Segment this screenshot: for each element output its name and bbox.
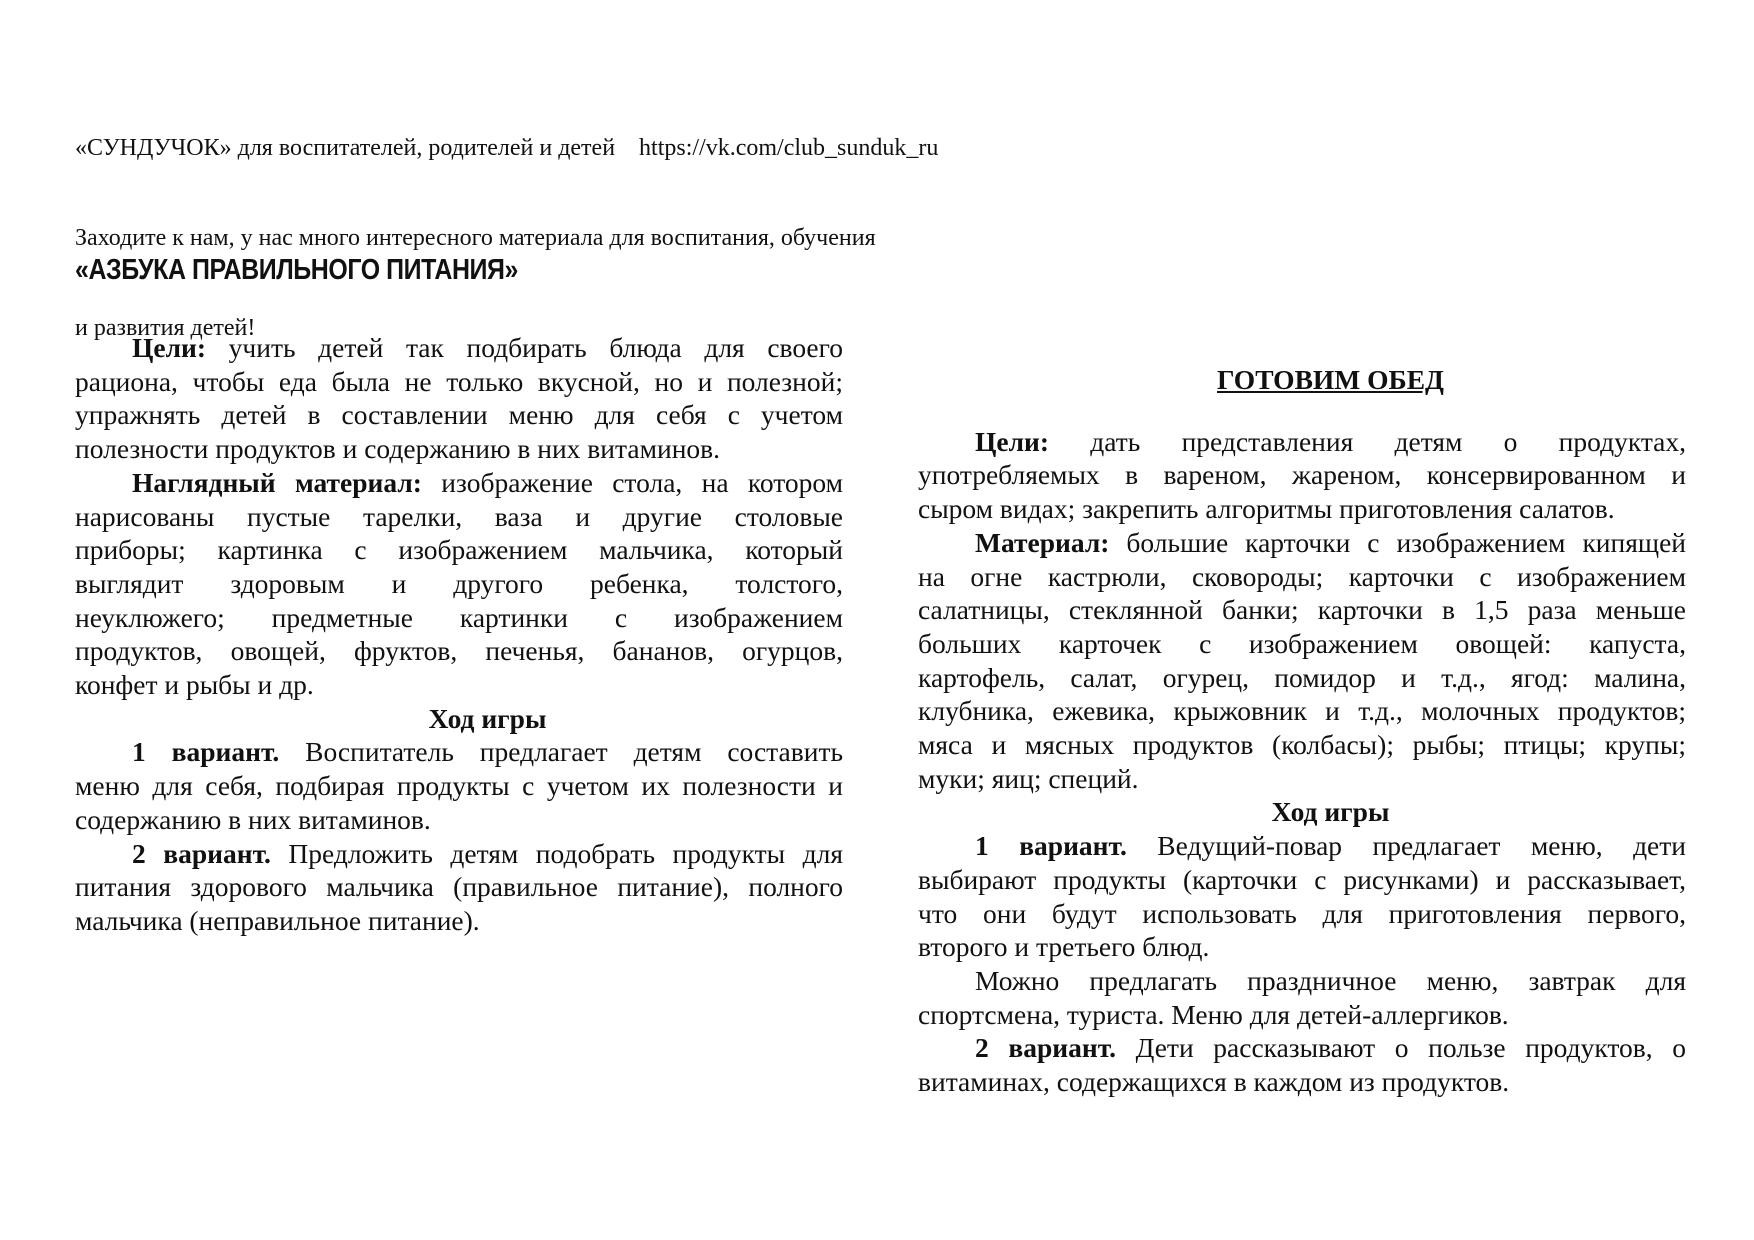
paragraph-lead: Наглядный материал: bbox=[132, 466, 422, 498]
section-title: ГОТОВИМ ОБЕД bbox=[1217, 364, 1444, 395]
line-text: рациона, чтобы еда была не только вкусной, но и полезной; bbox=[75, 365, 843, 397]
paragraph bbox=[918, 1031, 1686, 1098]
line-text: меню для себя, подбирая продукты с учетом их полезности и bbox=[75, 770, 843, 802]
header-line-2: Заходите к нам, у нас много интересного материала для воспитания, обучения bbox=[75, 225, 876, 251]
right-column bbox=[918, 363, 1686, 1099]
text-line bbox=[75, 803, 843, 837]
document-title: «АЗБУКА ПРАВИЛЬНОГО ПИТАНИЯ» bbox=[75, 254, 518, 286]
paragraph bbox=[75, 837, 843, 938]
left-column bbox=[75, 331, 843, 938]
text-line bbox=[75, 365, 843, 399]
line-text: изображение стола, на котором bbox=[421, 466, 844, 498]
paragraph-lead: 1 вариант. bbox=[132, 736, 280, 768]
text-line bbox=[75, 500, 843, 534]
line-text: употребляемых в вареном, жареном, консервированном и bbox=[918, 459, 1686, 491]
line-text: Ведущий-повар предлагает меню, дети bbox=[1126, 830, 1687, 862]
line-text: выбирают продукты (карточки с рисунками) и рассказывает, bbox=[918, 863, 1686, 895]
line-text: нарисованы пустые тарелки, ваза и другие столовые bbox=[75, 500, 843, 532]
text-line bbox=[918, 458, 1686, 492]
line-text: неуклюжего; предметные картинки с изображением bbox=[75, 601, 843, 633]
text-line bbox=[918, 998, 1686, 1032]
paragraph bbox=[918, 964, 1686, 1031]
line-text: сыром видах; закрепить алгоритмы приготовления салатов. bbox=[918, 493, 1615, 525]
line-text: Воспитатель предлагает детям составить bbox=[279, 736, 844, 768]
paragraph bbox=[75, 331, 843, 466]
header-line-1: «СУНДУЧОК» для воспитателей, родителей и детей https://vk.com/club_sunduk_ru bbox=[75, 135, 939, 161]
text-line bbox=[75, 533, 843, 567]
text-line bbox=[918, 863, 1686, 897]
line-text: муки; яиц; специй. bbox=[918, 762, 1139, 794]
text-line bbox=[75, 432, 843, 466]
text-line bbox=[75, 668, 843, 702]
text-line bbox=[75, 567, 843, 601]
text-line bbox=[75, 837, 843, 871]
text-line bbox=[918, 964, 1686, 998]
text-line bbox=[918, 897, 1686, 931]
line-text: Предложить детям подобрать продукты для bbox=[270, 837, 843, 869]
text-line bbox=[918, 593, 1686, 627]
line-text: Дети рассказывают о пользе продуктов, о bbox=[1116, 1032, 1686, 1064]
line-text: дать представления детям о продуктах, bbox=[1049, 425, 1686, 457]
section-heading: Ход игры bbox=[1271, 796, 1390, 828]
line-text: питания здорового мальчика (правильное питание), полного bbox=[75, 871, 843, 903]
paragraph-lead: 1 вариант. bbox=[975, 830, 1127, 862]
paragraph-lead: 2 вариант. bbox=[975, 1032, 1117, 1064]
text-line bbox=[918, 1065, 1686, 1099]
text-line bbox=[918, 627, 1686, 661]
text-line bbox=[918, 728, 1686, 762]
line-text: продуктов, овощей, фруктов, печенья, бананов, огурцов, bbox=[75, 635, 843, 667]
line-text: большие карточки с изображением кипящей bbox=[1109, 526, 1686, 558]
text-line bbox=[918, 694, 1686, 728]
line-text: конфет и рыбы и др. bbox=[75, 669, 314, 701]
text-line bbox=[918, 526, 1686, 560]
text-line bbox=[918, 560, 1686, 594]
text-line bbox=[918, 425, 1686, 459]
line-text: упражнять детей в составлении меню для себя с учетом bbox=[75, 399, 843, 431]
page-header bbox=[75, 73, 938, 373]
line-text: выглядит здоровым и другого ребенка, толстого, bbox=[75, 567, 843, 599]
text-line bbox=[75, 735, 843, 769]
line-text: картофель, салат, огурец, помидор и т.д., ягод: малина, bbox=[918, 661, 1686, 693]
paragraph bbox=[918, 425, 1686, 526]
header-line-3: и развития детей! bbox=[75, 315, 256, 341]
line-text: содержанию в них витаминов. bbox=[75, 803, 431, 835]
line-text: приборы; картинка с изображением мальчика, который bbox=[75, 534, 843, 566]
text-line bbox=[75, 331, 843, 365]
line-text: спортсмена, туриста. Меню для детей-аллергиков. bbox=[918, 998, 1509, 1030]
paragraph-lead: 2 вариант. bbox=[132, 837, 271, 869]
text-line bbox=[918, 492, 1686, 526]
line-text: салатницы, стеклянной банки; карточки в 1,5 раза меньше bbox=[918, 594, 1686, 626]
text-line bbox=[75, 904, 843, 938]
line-text: что они будут использовать для приготовления первого, bbox=[918, 897, 1686, 929]
paragraph bbox=[918, 526, 1686, 796]
text-line bbox=[918, 930, 1686, 964]
text-line bbox=[75, 466, 843, 500]
line-text: витаминах, содержащихся в каждом из продуктов. bbox=[918, 1066, 1510, 1098]
section-heading: Ход игры bbox=[428, 702, 547, 734]
paragraph-lead: Материал: bbox=[975, 526, 1110, 558]
text-line bbox=[918, 1031, 1686, 1065]
line-text: полезности продуктов и содержанию в них витаминов. bbox=[75, 433, 721, 465]
text-line bbox=[75, 634, 843, 668]
text-line bbox=[918, 661, 1686, 695]
line-text: клубника, ежевика, крыжовник и т.д., молочных продуктов; bbox=[918, 695, 1686, 727]
line-text: на огне кастрюли, сковороды; карточки с изображением bbox=[918, 560, 1686, 592]
line-text: второго и третьего блюд. bbox=[918, 931, 1210, 963]
line-text: учить детей так подбирать блюда для своего bbox=[206, 332, 843, 363]
paragraph-lead: Цели: bbox=[975, 425, 1050, 457]
paragraph bbox=[75, 735, 843, 836]
line-text: Можно предлагать праздничное меню, завтрак для bbox=[975, 964, 1686, 996]
paragraph-lead: Цели: bbox=[132, 332, 207, 363]
text-line bbox=[918, 762, 1686, 796]
text-line bbox=[75, 769, 843, 803]
line-text: больших карточек с изображением овощей: капуста, bbox=[918, 627, 1686, 659]
line-text: мяса и мясных продуктов (колбасы); рыбы; птицы; крупы; bbox=[918, 729, 1686, 761]
text-line bbox=[918, 829, 1686, 863]
line-text: мальчика (неправильное питание). bbox=[75, 904, 480, 936]
text-line bbox=[75, 398, 843, 432]
paragraph bbox=[918, 829, 1686, 964]
text-line bbox=[75, 601, 843, 635]
paragraph bbox=[75, 466, 843, 702]
text-line bbox=[75, 870, 843, 904]
